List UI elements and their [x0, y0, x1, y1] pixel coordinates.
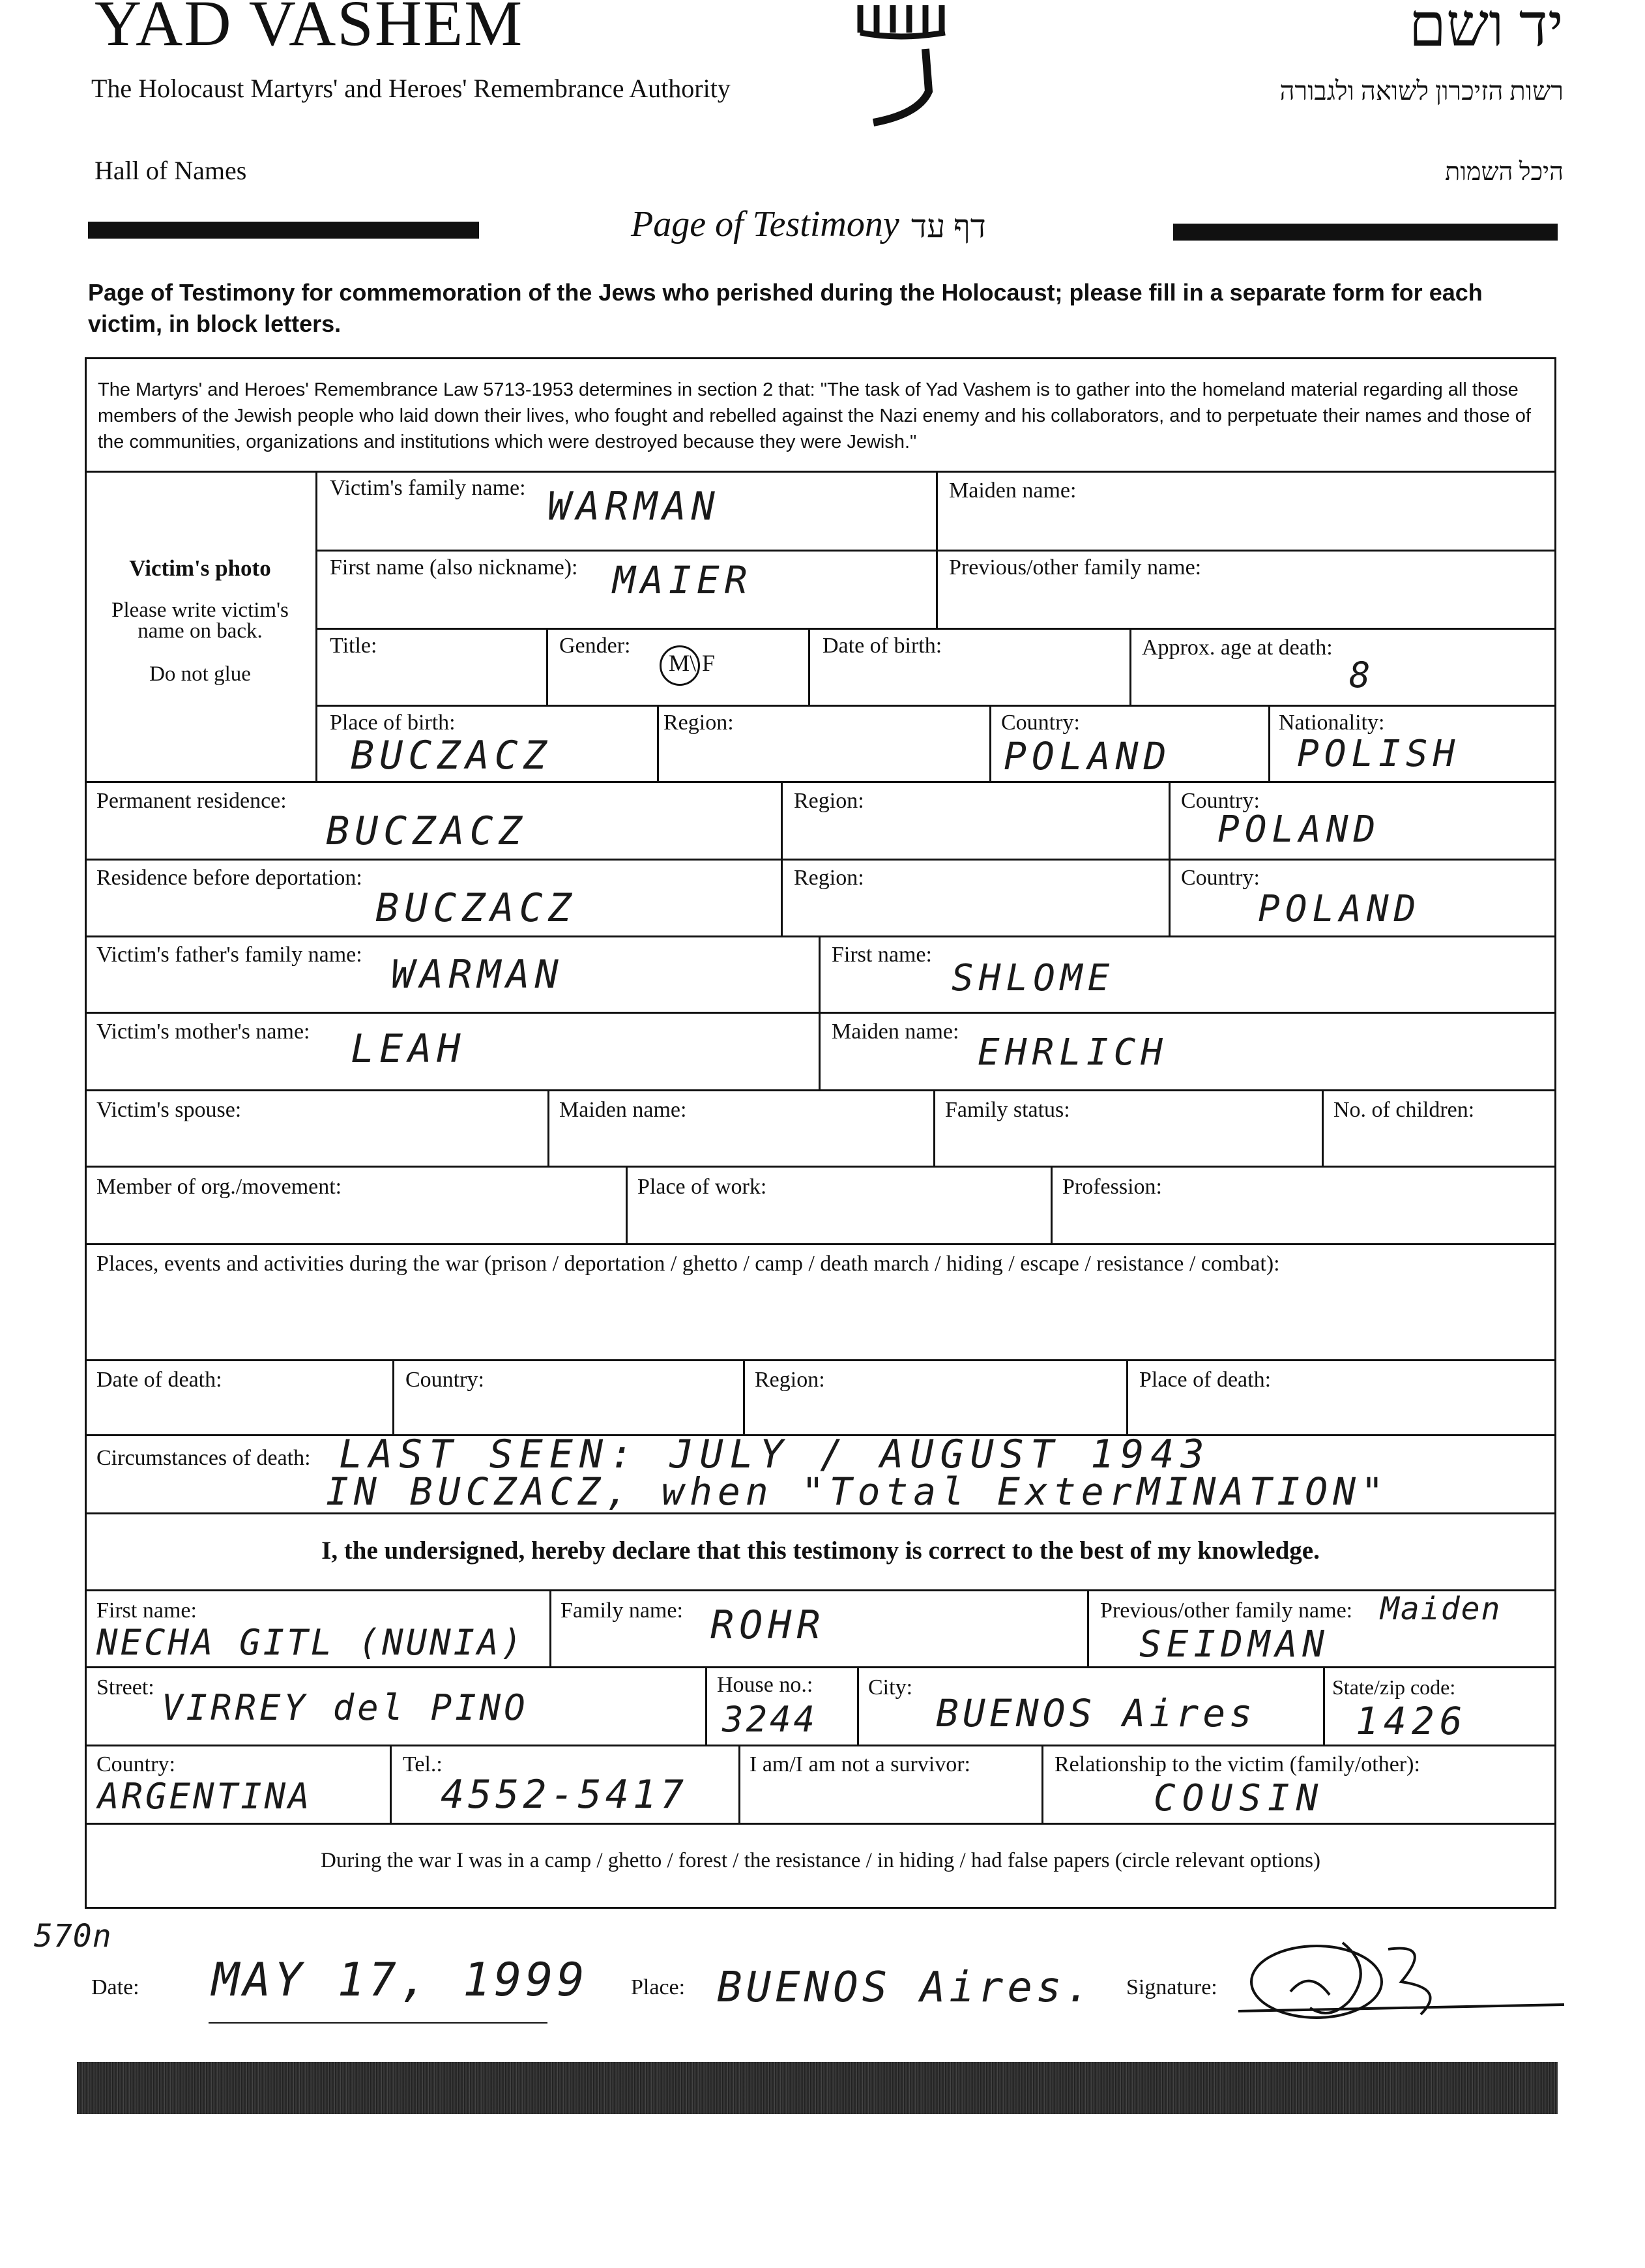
declaration: I, the undersigned, hereby declare that this testimony is correct to the best of my knowledge. [321, 1537, 1320, 1565]
label-zip: State/zip code: [1332, 1675, 1456, 1699]
label-place-of-death: Place of death: [1139, 1368, 1272, 1392]
label-res-country: Country: [1181, 866, 1260, 890]
label-tel: Tel.: [403, 1752, 443, 1776]
hall-of-names-en: Hall of Names [95, 156, 247, 185]
label-gender: Gender: [559, 634, 631, 658]
label-survivor: I am/I am not a survivor: [750, 1752, 970, 1776]
value-date: MAY 17, 1999 [212, 1953, 589, 2007]
value-circumstances-line1: LAST SEEN: JULY / AUGUST 1943 [339, 1432, 1211, 1477]
page-title-he: דף עד [911, 208, 986, 244]
label-place-of-birth: Place of birth: [330, 711, 456, 735]
label-father-first-name: First name: [832, 943, 932, 967]
label-age-at-death: Approx. age at death: [1142, 636, 1333, 660]
label-signature: Signature: [1126, 1975, 1217, 1999]
label-member-org: Member of org./movement: [96, 1175, 342, 1199]
org-name-he: יד ושם [1408, 0, 1564, 59]
label-submitter-prev-name: Previous/other family name: [1100, 1598, 1353, 1623]
value-submitter-first-name: NECHA GITL (NUNIA) [96, 1622, 525, 1663]
value-age-at-death: 8 [1349, 655, 1376, 696]
label-residence-before-deportation: Residence before deportation: [96, 866, 362, 890]
margin-note: 570n [34, 1918, 112, 1954]
law-text: The Martyrs' and Heroes' Remembrance Law 5713-1953 determines in section 2 that: "The task of Yad Vashem is to gather into the homeland material regarding all those members of the Jewish people who laid down their lives, who fought and rebelled against the Nazi enemy and his collaborators, and to perpetuate their names and those of the communities, organizations and institutions which were destroyed because they were Jewish." [98, 379, 1531, 452]
label-nationality: Nationality: [1279, 711, 1385, 735]
value-residence-before-deportation: BUCZACZ [375, 885, 577, 931]
value-father-family-name: WARMAN [391, 952, 564, 997]
value-submitter-prev-name: SEIDMAN [1139, 1623, 1330, 1666]
label-maiden-name: Maiden name: [949, 479, 1077, 503]
value-res-country: POLAND [1258, 888, 1421, 930]
gender-options: M\ F [669, 650, 716, 676]
label-perm-country: Country: [1181, 789, 1260, 813]
label-place: Place: [631, 1975, 686, 1999]
authority-he: רשות הזיכרון לשואה ולגבורה [1279, 76, 1564, 106]
label-title: Title: [330, 634, 377, 658]
authority-en: The Holocaust Martyrs' and Heroes' Remembrance Authority [91, 74, 731, 103]
label-no-of-children: No. of children: [1333, 1098, 1475, 1122]
signature-mark [1238, 1930, 1577, 2034]
photo-title: Victim's photo [129, 555, 271, 581]
label-place-of-work: Place of work: [637, 1175, 767, 1199]
value-street: VIRREY del PINO [162, 1687, 529, 1728]
label-city: City: [868, 1675, 913, 1700]
value-mother-name: LEAH [351, 1026, 466, 1072]
label-res-region: Region: [794, 866, 864, 890]
label-family-status: Family status: [945, 1098, 1070, 1122]
value-house-no: 3244 [722, 1699, 818, 1740]
label-country: Country: [96, 1752, 175, 1776]
label-submitter-family-name: Family name: [560, 1598, 683, 1623]
label-house-no: House no.: [717, 1673, 813, 1697]
label-submitter-first-name: First name: [96, 1598, 197, 1623]
label-places-events: Places, events and activities during the war (prison / deportation / ghetto / camp / death march / hiding / escape / resistance / combat): [96, 1252, 1280, 1276]
intro-text: Page of Testimony for commemoration of the Jews who perished during the Holocaust; please fill in a separate form for each victim, in block letters. [88, 279, 1483, 337]
gender-circle-mark [660, 645, 700, 686]
label-date: Date: [91, 1975, 139, 1999]
value-permanent-residence: BUCZACZ [326, 808, 527, 854]
label-pob-country: Country: [1001, 711, 1080, 735]
value-perm-country: POLAND [1217, 808, 1381, 851]
label-dod-country: Country: [405, 1368, 484, 1392]
label-family-name: Victim's family name: [330, 476, 526, 500]
value-city: BUENOS Aires [936, 1691, 1257, 1735]
bottom-band [77, 2062, 1558, 2114]
value-tel: 4552-5417 [441, 1772, 688, 1818]
value-circumstances-line2: IN BUCZACZ, when "Total ExterMINATION" [326, 1469, 1389, 1514]
value-submitter-prev-note: Maiden [1380, 1591, 1502, 1627]
war-status-line: During the war I was in a camp / ghetto / forest / the resistance / in hiding / had false papers (circle relevant options) [320, 1849, 1320, 1872]
value-country: ARGENTINA [98, 1776, 312, 1817]
hall-of-names-he: היכל השמות [1445, 158, 1564, 186]
value-pob-country: POLAND [1004, 734, 1172, 778]
value-mother-maiden-name: EHRLICH [978, 1031, 1169, 1074]
label-street: Street: [96, 1675, 154, 1700]
value-nationality: POLISH [1297, 733, 1461, 775]
label-mother-name: Victim's mother's name: [96, 1020, 310, 1044]
photo-note: Please write victim's name on back. [111, 598, 289, 643]
label-profession: Profession: [1062, 1175, 1162, 1199]
label-circumstances: Circumstances of death: [96, 1446, 311, 1470]
label-spouse-maiden-name: Maiden name: [559, 1098, 687, 1122]
label-perm-region: Region: [794, 789, 864, 813]
label-spouse: Victim's spouse: [96, 1098, 242, 1122]
value-place-of-birth: BUCZACZ [351, 733, 552, 778]
label-prev-family-name: Previous/other family name: [949, 555, 1202, 580]
header-bar-left [88, 222, 479, 239]
label-first-name: First name (also nickname): [330, 555, 578, 580]
label-date-of-birth: Date of birth: [822, 634, 942, 658]
org-name-en: YAD VASHEM [95, 0, 524, 59]
header-bar-right [1173, 224, 1558, 241]
label-pob-region: Region: [663, 711, 734, 735]
value-place: BUENOS Aires. [717, 1964, 1094, 2012]
value-zip: 1426 [1356, 1699, 1468, 1743]
label-relationship: Relationship to the victim (family/other): [1055, 1752, 1420, 1776]
photo-do-not-glue: Do not glue [149, 662, 251, 686]
value-father-first-name: SHLOME [952, 957, 1115, 999]
yad-vashem-logo [847, 0, 965, 130]
label-date-of-death: Date of death: [96, 1368, 222, 1392]
value-first-name: MAIER [613, 558, 753, 602]
label-mother-maiden-name: Maiden name: [832, 1020, 959, 1044]
page-title-en: Page of Testimony [631, 204, 899, 244]
label-father-family-name: Victim's father's family name: [96, 943, 362, 967]
label-dod-region: Region: [755, 1368, 825, 1392]
value-family-name: WARMAN [547, 484, 720, 529]
label-permanent-residence: Permanent residence: [96, 789, 287, 813]
value-submitter-family-name: ROHR [710, 1602, 826, 1648]
value-relationship: COUSIN [1154, 1777, 1325, 1819]
